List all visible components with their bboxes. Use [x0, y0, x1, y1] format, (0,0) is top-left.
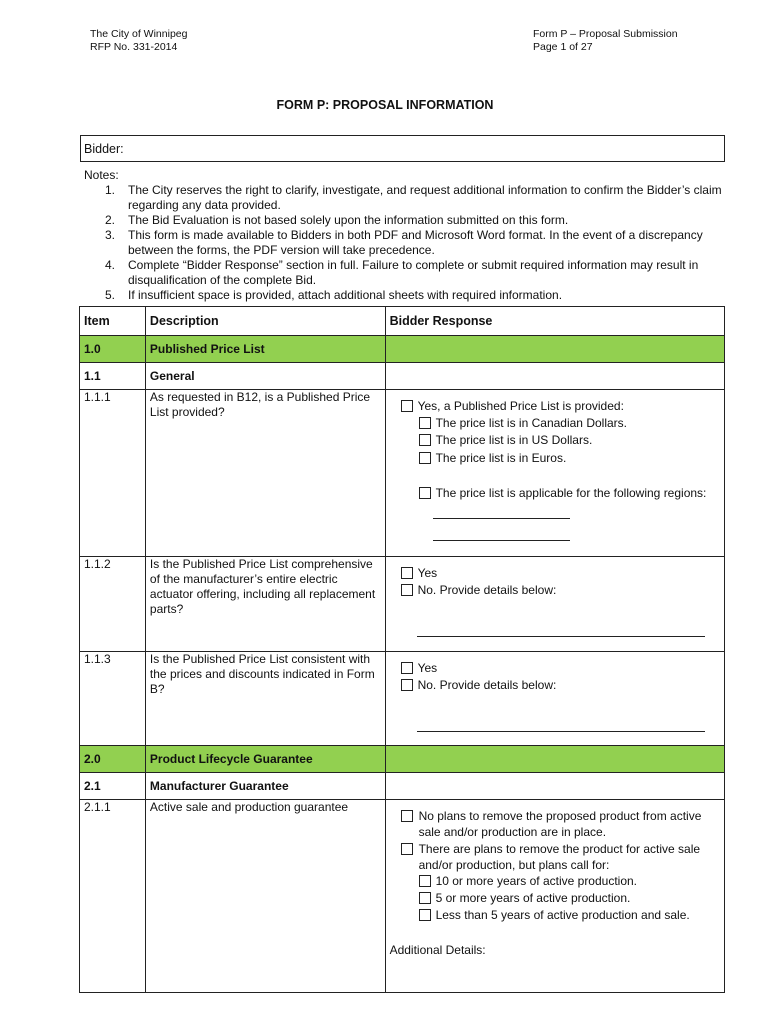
option-usd[interactable]: The price list is in US Dollars. [419, 432, 593, 449]
notes-label: Notes: [84, 168, 119, 182]
option-no-plans[interactable]: No plans to remove the proposed product from active sale and/or production are in place. [401, 808, 721, 840]
note-item: 4. Complete “Bidder Response” section in full. Failure to complete or submit required information may result in disqualification of the complete Bid. [105, 258, 699, 287]
checkbox[interactable] [401, 400, 413, 412]
option-regions[interactable]: The price list is applicable for the following regions: [419, 485, 707, 502]
note-item: 5. If insufficient space is provided, attach additional sheets with required information. [105, 288, 563, 302]
regions-line-1[interactable] [433, 518, 570, 519]
section-row: 2.0 Product Lifecycle Guarantee [80, 746, 725, 773]
option-no[interactable]: No. Provide details below: [401, 582, 557, 599]
details-line[interactable] [417, 731, 705, 732]
notes-section [84, 168, 724, 303]
col-response-header: Bidder Response [385, 307, 724, 336]
page-title: FORM P: PROPOSAL INFORMATION [276, 98, 494, 112]
checkbox[interactable] [419, 892, 431, 904]
checkbox[interactable] [401, 679, 413, 691]
rfp-number: RFP No. 331-2014 [90, 41, 178, 53]
option-5-years[interactable]: 5 or more years of active production. [419, 890, 631, 907]
regions-line-2[interactable] [433, 540, 570, 541]
bidder-field[interactable] [80, 135, 725, 162]
bidder-label: Bidder: [84, 142, 124, 156]
option-no[interactable]: No. Provide details below: [401, 677, 557, 694]
option-yes[interactable]: Yes [401, 660, 438, 677]
option-less-than-5[interactable]: Less than 5 years of active production and sale. [419, 907, 690, 924]
note-item: 1. The City reserves the right to clarify, investigate, and request additional information to confirm the Bidder’s claim regarding any data provided. [105, 183, 722, 212]
question-row-1-1-2: 1.1.2 Is the Published Price List comprehensive of the manufacturer’s entire electric actuator offering, including all replacement parts? Yes No. Provide details below: [80, 557, 725, 652]
subsection-row: 1.1 General [80, 363, 725, 390]
header-left [90, 28, 187, 54]
checkbox[interactable] [419, 487, 431, 499]
form-name: Form P – Proposal Submission [533, 28, 678, 40]
checkbox[interactable] [401, 810, 413, 822]
question-row-2-1-1: 2.1.1 Active sale and production guarantee No plans to remove the proposed product from active sale and/or production are in place. There are plans to remove the product for active sale and/or production, but plans call for: 10 or more years of active production. 5 or more years of active production. Less than 5 years of active production and sale. Additional Details: [80, 800, 725, 993]
details-line[interactable] [417, 636, 705, 637]
option-price-list-provided[interactable]: Yes, a Published Price List is provided: [401, 398, 624, 415]
checkbox[interactable] [401, 843, 413, 855]
question-row-1-1-3: 1.1.3 Is the Published Price List consistent with the prices and discounts indicated in Form B? Yes No. Provide details below: [80, 652, 725, 746]
table-header-row [80, 307, 725, 336]
subsection-row: 2.1 Manufacturer Guarantee [80, 773, 725, 800]
section-row: 1.0 Published Price List [80, 336, 725, 363]
checkbox[interactable] [419, 417, 431, 429]
option-yes[interactable]: Yes [401, 565, 438, 582]
checkbox[interactable] [419, 909, 431, 921]
checkbox[interactable] [401, 662, 413, 674]
notes-list [84, 183, 724, 303]
checkbox[interactable] [419, 434, 431, 446]
option-plans[interactable]: There are plans to remove the product for active sale and/or production, but plans call for: [401, 841, 721, 873]
question-row-1-1-1: 1.1.1 As requested in B12, is a Published Price List provided? Yes, a Published Price List is provided: The price list is in Canadian Dollars. The price list is in US Dollars. The price list is in Euros. The price list is applicable for the following regions: [80, 390, 725, 557]
col-item-header: Item [80, 307, 146, 336]
option-10-years[interactable]: 10 or more years of active production. [419, 873, 637, 890]
checkbox[interactable] [419, 875, 431, 887]
proposal-table [79, 306, 725, 993]
checkbox[interactable] [419, 452, 431, 464]
page-number: Page 1 of 27 [533, 41, 593, 53]
checkbox[interactable] [401, 584, 413, 596]
note-item: 3. This form is made available to Bidders in both PDF and Microsoft Word format. In the event of a discrepancy between the forms, the PDF version will take precedence. [105, 228, 703, 257]
option-cad[interactable]: The price list is in Canadian Dollars. [419, 415, 627, 432]
col-description-header: Description [145, 307, 385, 336]
note-item: 2. The Bid Evaluation is not based solely upon the information submitted on this form. [105, 213, 569, 227]
additional-details-label: Additional Details: [389, 943, 486, 957]
option-eur[interactable]: The price list is in Euros. [419, 450, 567, 467]
checkbox[interactable] [401, 567, 413, 579]
header-right [533, 28, 678, 54]
org-name: The City of Winnipeg [90, 28, 188, 40]
